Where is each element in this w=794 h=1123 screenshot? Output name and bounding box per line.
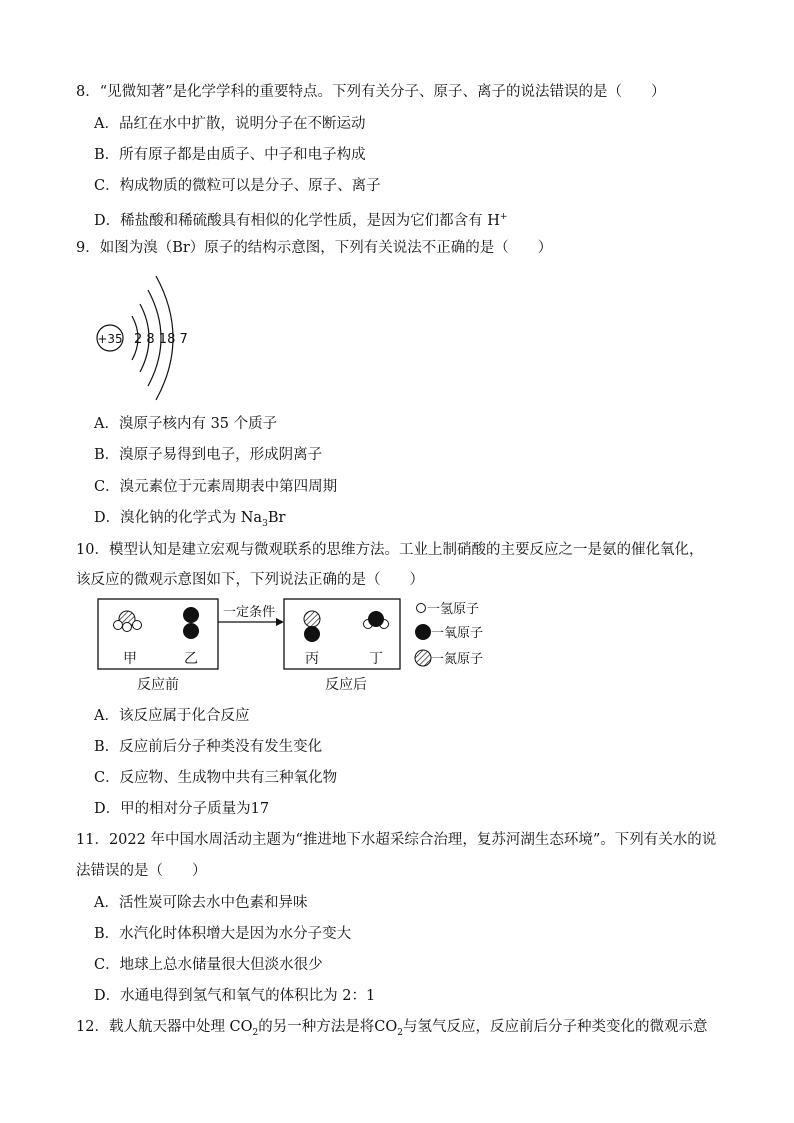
nitrogen-atom	[304, 611, 320, 627]
before-box	[98, 599, 218, 669]
q8-option-d-superscript: +	[499, 212, 508, 222]
q12-stem	[76, 1017, 708, 1043]
q12-stem-text: 12．载人航天器中处理 CO	[76, 1019, 253, 1035]
legend-hydrogen-label: 一氢原子	[427, 602, 480, 617]
q10-option-a: A．该反应属于化合反应	[94, 708, 250, 724]
oxygen-atom	[183, 623, 199, 639]
oxygen-atom	[368, 611, 384, 627]
legend-nitrogen-label: 一氮原子	[431, 652, 484, 667]
q8-stem: 8．“见微知著”是化学学科的重要特点。下列有关分子、原子、离子的说法错误的是（ ）	[76, 84, 666, 100]
q9-option-d-text-end: Br	[267, 510, 286, 526]
hydrogen-atom	[133, 621, 142, 630]
q8-option-c: C．构成物质的微粒可以是分子、原子、离子	[94, 178, 381, 194]
q9-option-d-subscript: 3	[262, 518, 268, 529]
nucleus-charge: +35	[97, 332, 123, 346]
q10-stem-line1: 10．模型认知是建立宏观与微观联系的思维方法。工业上制硝酸的主要反应之一是氨的催化氧化，	[76, 542, 704, 558]
bromine-atom-structure-diagram	[92, 268, 202, 403]
legend-hydrogen-icon	[417, 604, 426, 613]
q11-stem-line1: 11．2022 年中国水周活动主题为“推进地下水超采综合治理，复苏河湖生态环境”。下列有关水的说	[76, 832, 717, 848]
q9-option-c: C．溴元素位于元素周期表中第四周期	[94, 479, 338, 495]
label-after: 反应后	[325, 677, 367, 693]
q10-option-b: B．反应前后分子种类没有发生变化	[94, 739, 323, 755]
oxygen-atom	[304, 626, 320, 642]
label-yi: 乙	[184, 651, 198, 667]
q8-option-a: A．品红在水中扩散，说明分子在不断运动	[94, 116, 366, 132]
oxygen-atom	[183, 607, 199, 623]
reaction-micro-diagram	[92, 596, 502, 698]
q11-option-a: A．活性炭可除去水中色素和异味	[94, 895, 308, 911]
q12-stem-text-mid: 的另一种方法是将CO	[258, 1019, 398, 1035]
q9-option-a: A．溴原子核内有 35 个质子	[94, 416, 278, 432]
q8-option-d-text: D．稀盐酸和稀硫酸具有相似的化学性质，是因为它们都含有 H	[94, 212, 500, 229]
q10-option-d: D．甲的相对分子质量为17	[94, 801, 270, 817]
q11-option-c: C．地球上总水储量很大但淡水很少	[94, 957, 323, 973]
q11-option-d: D．水通电得到氢气和氧气的体积比为 2：1	[94, 988, 376, 1004]
q9-option-b: B．溴原子易得到电子，形成阴离子	[94, 447, 323, 463]
legend-oxygen-label: 一氧原子	[431, 626, 484, 641]
hydrogen-atom	[123, 623, 132, 632]
q12-subscript: 2	[252, 1027, 259, 1038]
label-bing: 丙	[305, 651, 319, 667]
q12-stem-text-end: 与氢气反应，反应前后分子种类变化的微观示意	[403, 1019, 708, 1035]
hydrogen-atom	[114, 621, 123, 630]
legend-nitrogen-icon	[415, 650, 431, 666]
q9-option-d	[94, 508, 285, 534]
q11-option-b: B．水汽化时体积增大是因为水分子变大	[94, 926, 352, 942]
arrow-head	[276, 618, 284, 626]
q8-option-d	[94, 207, 507, 231]
label-jia: 甲	[123, 651, 137, 667]
label-before: 反应前	[137, 677, 179, 693]
q8-option-b: B．所有原子都是由质子、中子和电子构成	[94, 147, 366, 163]
label-ding: 丁	[369, 651, 383, 667]
legend-oxygen-icon	[415, 624, 431, 640]
q11-stem-line2: 法错误的是（ ）	[76, 863, 207, 879]
reaction-condition: 一定条件	[222, 605, 276, 620]
q10-option-c: C．反应物、生成物中共有三种氧化物	[94, 770, 338, 786]
q9-option-d-text: D．溴化钠的化学式为 Na	[94, 510, 263, 526]
electron-shell-counts: 2 8 18 7	[134, 332, 188, 347]
q10-stem-line2: 该反应的微观示意图如下，下列说法正确的是（ ）	[76, 572, 424, 588]
q9-stem: 9．如图为溴（Br）原子的结构示意图，下列有关说法不正确的是（ ）	[76, 240, 553, 256]
q12-subscript: 2	[397, 1027, 403, 1038]
